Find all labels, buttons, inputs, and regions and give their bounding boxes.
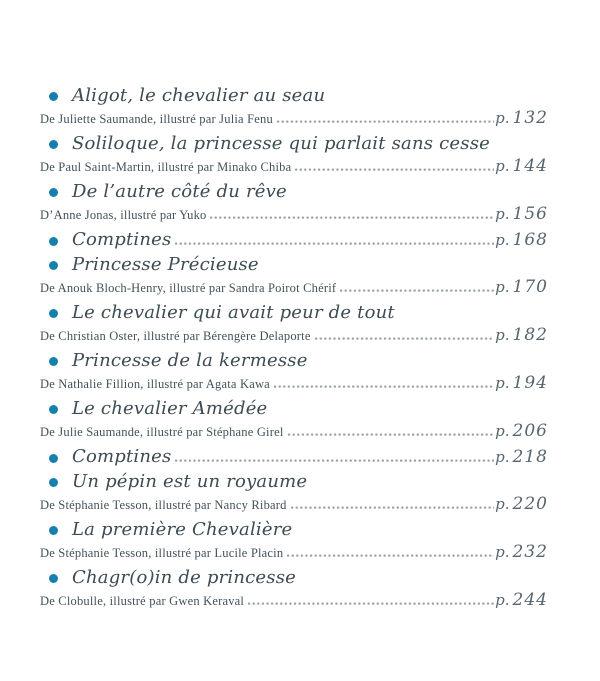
bullet-icon: [49, 405, 58, 414]
entry-title: Chagr(o)in de princesse: [72, 567, 297, 588]
page-ref: [495, 447, 548, 467]
entry-credit-line: [40, 542, 548, 567]
page-ref: [495, 204, 548, 224]
page-number: 194: [512, 373, 548, 393]
bullet-icon: [49, 526, 58, 535]
entry-credit-line: [40, 494, 548, 519]
page-prefix: p.: [495, 109, 510, 127]
page-prefix: p.: [495, 205, 510, 223]
entry-title: Princesse Précieuse: [72, 254, 259, 275]
entry-credit-line: [40, 108, 548, 133]
dot-leader: [295, 168, 494, 171]
bullet-icon: [49, 188, 58, 197]
page-ref: [495, 156, 548, 176]
entry-title: Le chevalier Amédée: [72, 398, 268, 419]
entry-title-line: [40, 254, 548, 277]
entry-credit-line: [40, 204, 548, 229]
bullet-icon: [49, 574, 58, 583]
page-number: 220: [512, 494, 548, 514]
dot-leader: [175, 459, 494, 462]
entry-credit-line: [40, 590, 548, 615]
bullet-icon: [49, 309, 58, 318]
page-ref: [495, 230, 548, 250]
page-prefix: p.: [495, 374, 510, 392]
entry-credit: De Juliette Saumande, illustré par Julia Fenu: [40, 112, 273, 126]
entry-title: Princesse de la kermesse: [72, 350, 308, 371]
entry-title: Un pépin est un royaume: [72, 471, 308, 492]
page-prefix: p.: [495, 591, 510, 609]
toc-entry: [40, 350, 548, 398]
entry-title: La première Chevalière: [72, 519, 293, 540]
dot-leader: [210, 216, 494, 219]
toc-entry: [40, 181, 548, 229]
page-prefix: p.: [495, 422, 510, 440]
entry-credit: De Julie Saumande, illustré par Stéphane Girel: [40, 425, 284, 439]
entry-credit: D’Anne Jonas, illustré par Yuko: [40, 208, 207, 222]
entry-title: Soliloque, la princesse qui parlait sans cesse: [72, 133, 490, 154]
dot-leader: [287, 554, 494, 557]
table-of-contents: [40, 85, 548, 615]
entry-credit-line: [40, 421, 548, 446]
page-ref: [495, 277, 548, 297]
toc-entry: [40, 519, 548, 567]
toc-entry: [40, 133, 548, 181]
entry-credit-line: [40, 325, 548, 350]
entry-title-line: [40, 350, 548, 373]
page-number: 206: [512, 421, 548, 441]
page-prefix: p.: [495, 278, 510, 296]
entry-credit: De Stéphanie Tesson, illustré par Lucile Placin: [40, 546, 284, 560]
entry-credit-line: [40, 277, 548, 302]
toc-entry: [40, 446, 548, 471]
page-number: 168: [512, 230, 548, 250]
page-ref: [495, 590, 548, 610]
entry-title: Le chevalier qui avait peur de tout: [72, 302, 395, 323]
page-ref: [495, 325, 548, 345]
toc-entry: [40, 471, 548, 519]
bullet-icon: [49, 237, 58, 246]
entry-credit: De Christian Oster, illustré par Bérengère Delaporte: [40, 329, 311, 343]
dot-leader: [291, 506, 495, 509]
toc-entry: [40, 229, 548, 254]
entry-title-line: [40, 302, 548, 325]
entry-title: Comptines: [72, 229, 172, 250]
dot-leader: [288, 433, 495, 436]
page-ref: [495, 421, 548, 441]
page-prefix: p.: [495, 326, 510, 344]
toc-entry: [40, 254, 548, 302]
bullet-icon: [49, 454, 58, 463]
page-number: 232: [512, 542, 548, 562]
entry-credit: De Anouk Bloch-Henry, illustré par Sandra Poirot Chérif: [40, 281, 337, 295]
page-number: 132: [512, 108, 548, 128]
bullet-icon: [49, 357, 58, 366]
bullet-icon: [49, 140, 58, 149]
dot-leader: [248, 602, 494, 605]
dot-leader: [274, 385, 494, 388]
bullet-icon: [49, 92, 58, 101]
entry-title-line: [40, 229, 548, 254]
toc-entry: [40, 85, 548, 133]
entry-title-line: [40, 85, 548, 108]
entry-credit-line: [40, 373, 548, 398]
page-ref: [495, 373, 548, 393]
entry-title-line: [40, 471, 548, 494]
page-prefix: p.: [495, 157, 510, 175]
dot-leader: [315, 337, 495, 340]
page-ref: [495, 494, 548, 514]
page-number: 144: [512, 156, 548, 176]
page-number: 244: [512, 590, 548, 610]
dot-leader: [340, 289, 494, 292]
entry-title-line: [40, 519, 548, 542]
toc-entry: [40, 567, 548, 615]
entry-credit-line: [40, 156, 548, 181]
entry-credit: De Clobulle, illustré par Gwen Keraval: [40, 594, 245, 608]
page-prefix: p.: [495, 495, 510, 513]
bullet-icon: [49, 478, 58, 487]
bullet-icon: [49, 261, 58, 270]
toc-entry: [40, 398, 548, 446]
entry-credit: De Nathalie Fillion, illustré par Agata Kawa: [40, 377, 270, 391]
toc-entry: [40, 302, 548, 350]
entry-title-line: [40, 133, 548, 156]
page-prefix: p.: [495, 231, 510, 249]
dot-leader: [277, 120, 494, 123]
page-ref: [495, 542, 548, 562]
entry-title: Comptines: [72, 446, 172, 467]
page-number: 156: [512, 204, 548, 224]
entry-title-line: [40, 446, 548, 471]
page-number: 182: [512, 325, 548, 345]
page-prefix: p.: [495, 448, 510, 466]
entry-title: Aligot, le chevalier au seau: [72, 85, 326, 106]
page-number: 170: [512, 277, 548, 297]
entry-credit: De Paul Saint-Martin, illustré par Minako Chiba: [40, 160, 292, 174]
page-prefix: p.: [495, 543, 510, 561]
dot-leader: [175, 242, 494, 245]
entry-title-line: [40, 398, 548, 421]
page-number: 218: [512, 447, 548, 467]
entry-title: De l’autre côté du rêve: [72, 181, 287, 202]
entry-title-line: [40, 181, 548, 204]
entry-title-line: [40, 567, 548, 590]
page-ref: [495, 108, 548, 128]
entry-credit: De Stéphanie Tesson, illustré par Nancy Ribard: [40, 498, 287, 512]
